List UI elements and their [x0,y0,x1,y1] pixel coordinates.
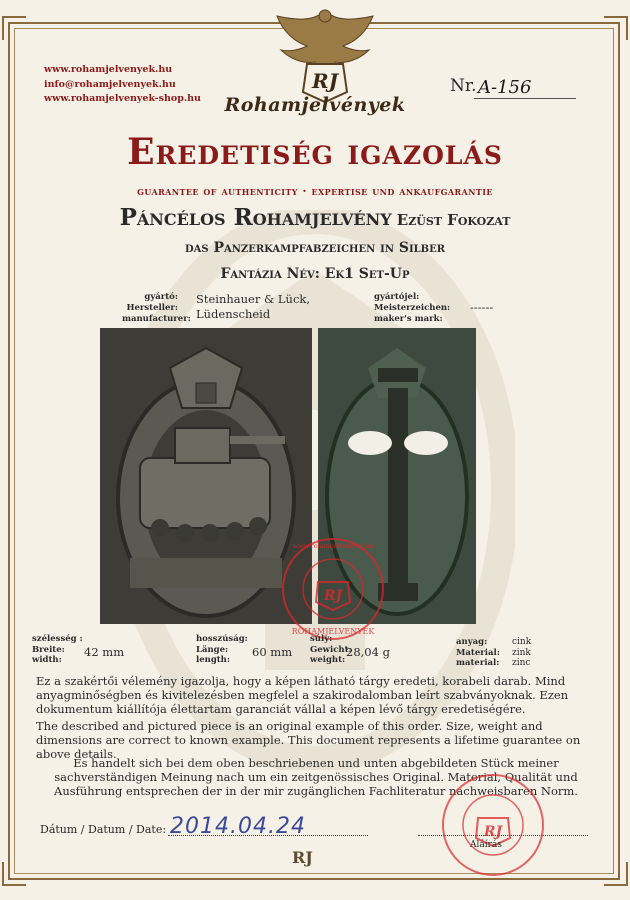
stamp-name: ROHAMJELVÉNYEK [291,627,375,636]
frame-corner [604,16,628,40]
frame-corner [2,16,26,40]
length-label-en: length: [196,655,231,665]
manufacturer-value [196,292,310,322]
brand-name: Rohamjelvények [224,94,406,116]
length-label-hu: hosszúság: [196,634,248,644]
certificate-number: A-156 [474,77,576,99]
width-label-hu: szélesség : [32,634,83,644]
weight-value: 28,04 g [346,645,390,659]
material-values [512,637,531,669]
material-value-hu: cink [512,637,532,647]
material-label-de: Material: [456,647,500,658]
item-title [0,204,630,231]
number-label: Nr. [450,76,477,96]
page-title: Eredetiség igazolás [127,131,503,173]
email-link[interactable]: info@rohamjelvenyek.hu [44,78,176,90]
shop-link[interactable]: www.rohamjelvenyek-shop.hu [44,93,201,104]
logo-monogram: RJ [311,69,339,93]
length-labels [196,634,248,666]
manufacturer-label-de: Hersteller: [126,303,178,313]
length-value: 60 mm [252,645,293,659]
signature-line [418,835,588,836]
item-grade: Ezüst Fokozat [396,211,511,229]
manufacturer-city: Lüdenscheid [196,307,271,321]
weight-label-hu: súly: [310,634,333,644]
length-label-de: Länge: [196,644,229,655]
manufacturer-labels [122,292,191,325]
width-label-en: width: [32,655,62,665]
contact-links [44,63,201,107]
date-line [168,835,368,836]
date-value: 2014.04.24 [170,814,306,839]
maker-mark-label-de: Meisterzeichen: [374,303,451,313]
maker-mark-value: ------ [470,300,494,314]
material-label-en: material: [456,658,500,668]
stamp-monogram: RJ [323,588,343,604]
manufacturer-name: Steinhauer & Lück, [196,292,311,306]
manufacturer-label-hu: gyártó: [144,292,178,302]
width-value: 42 mm [84,645,125,659]
statement-german: Es handelt sich bei dem oben beschriebenen und unten abgebildeten Stück meiner sachverständigen Meinung nach um ein zeitgenössisches Original. Material, Qualität und Ausführung entsprechen der in der mir zugänglichen Fachliteratur nachweisbaren Norm. [54,756,578,798]
material-label-hu: anyag: [456,637,488,647]
material-labels [456,637,500,669]
date-label: Dátum / Datum / Date: [40,823,167,836]
width-label-de: Breite: [32,644,65,655]
authentication-stamp [278,534,388,644]
maker-mark-labels [374,292,450,325]
signature-label: Aláírás [470,840,502,850]
page-subtitle: guarantee of authenticity · expertise und ankaufgarantie [137,184,493,198]
weight-label-en: weight: [310,655,346,665]
frame-corner [2,862,26,886]
signature-stamp-monogram: RJ [483,824,503,840]
item-name-german: das Panzerkampfabzeichen in Silber [184,240,446,256]
width-labels [32,634,83,666]
website-link[interactable]: www.rohamjelvenyek.hu [44,64,173,75]
item-name: Páncélos Rohamjelvény [119,204,392,231]
signature-stamp [438,770,548,880]
material-value-en: zinc [512,658,531,668]
weight-label-de: Gewicht: [310,644,352,655]
maker-mark-label-en: maker's mark: [374,314,443,324]
maker-mark-label-hu: gyártójel: [374,292,420,302]
footer-logo: RJ [292,848,313,867]
material-value-de: zink [512,647,531,658]
stamp-url: www.rohamjelvenyek.hu [292,542,374,550]
fantasy-name: Fantázia Név: Ek1 Set-Up [220,266,410,282]
statement-english: The described and pictured piece is an original example of this order. Size, weight and dimensions are correct to known example. This document represents a lifetime guarantee on above details. [36,719,581,761]
statement-hungarian: Ez a szakértői vélemény igazolja, hogy a képen látható tárgy eredeti, korabeli darab. Mind anyagminőségben és kivitelezésben megfelel a szakirodalomban leírt szabványoknak. Ezen dokumentum kiállítója élettartam garanciát vállal a képen lévő tárgy eredetiségére. [36,674,569,716]
frame-corner [604,862,628,886]
manufacturer-label-en: manufacturer: [122,314,191,324]
